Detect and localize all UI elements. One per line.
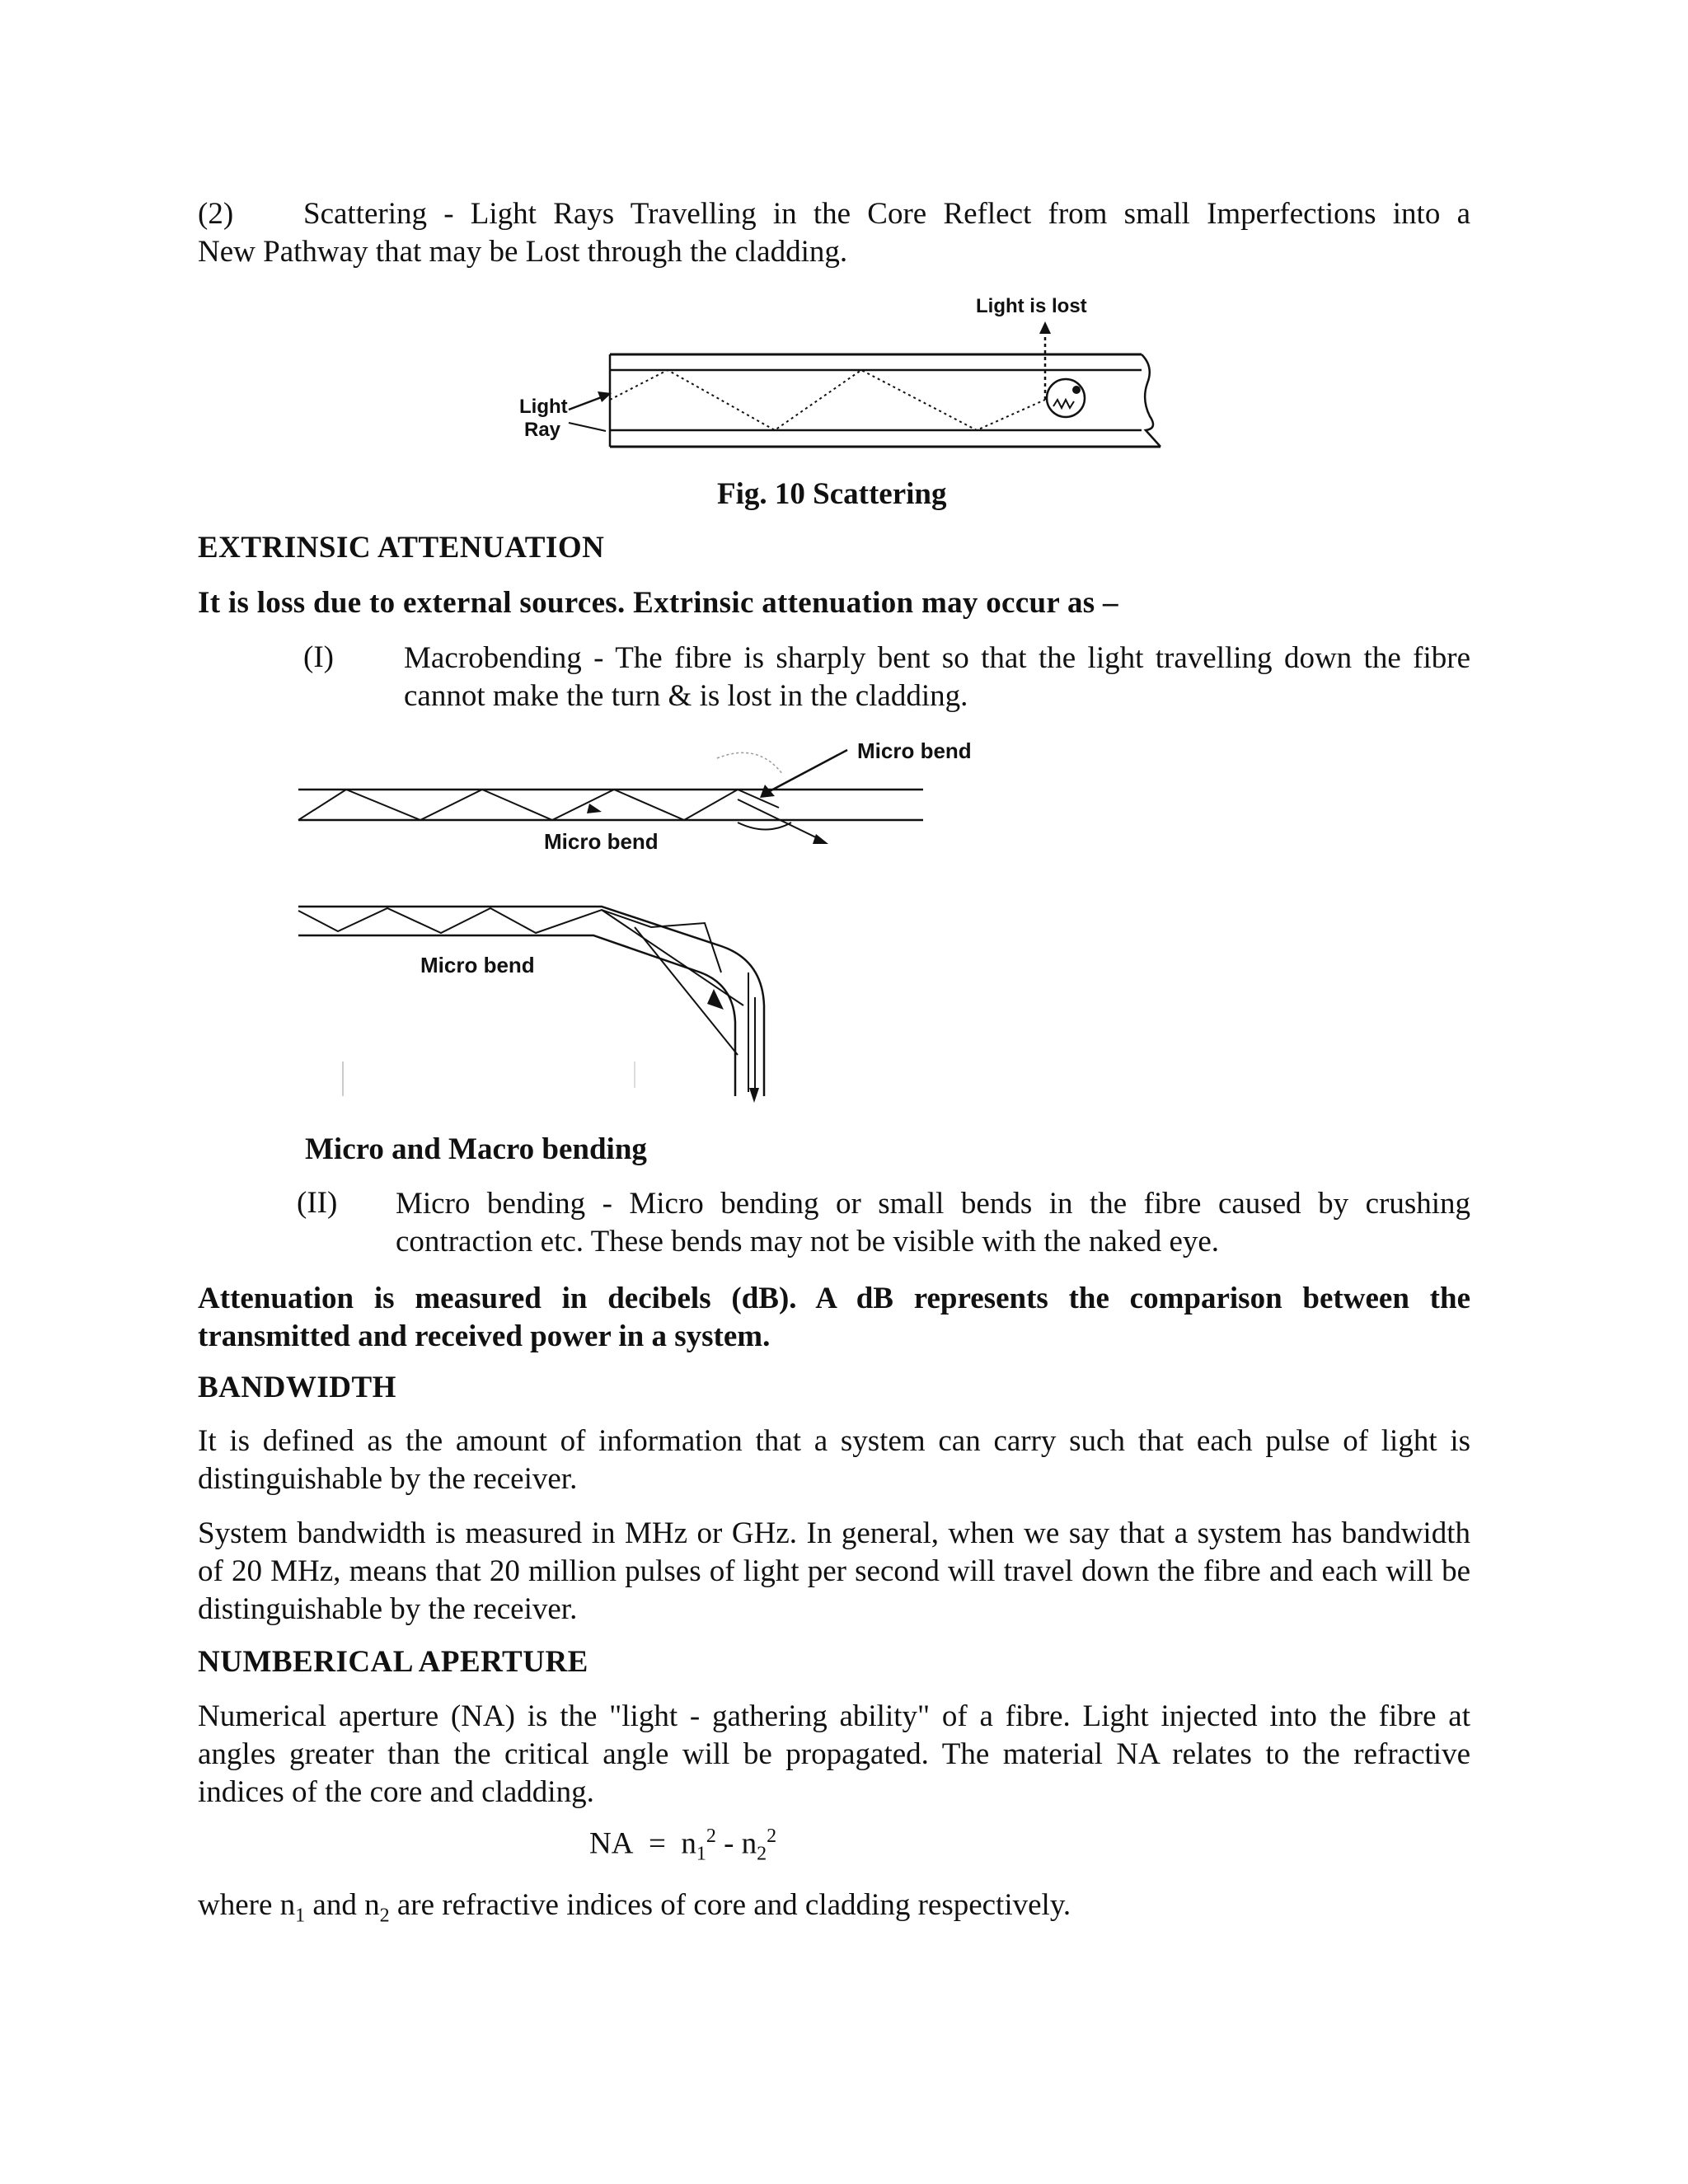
bandwidth-p1: It is defined as the amount of information that a system can carry such that each pulse of light is distinguishable by the receiver. [198,1424,1470,1496]
bandwidth-p2: System bandwidth is measured in MHz or GHz. In general, when we say that a system has bandwidth of 20 MHz, means that 20 million pulses of light per second will travel down the fibre and each will be distinguishable by the receiver. [198,1516,1470,1626]
micro-arrowhead-1 [587,804,602,813]
micro-exit-arrowhead [813,834,828,844]
scattering-text-line1: Scattering - Light Rays Travelling in the Core Reflect from small Imperfections into a [303,197,1470,231]
light-is-lost-label: Light is lost [976,295,1087,317]
extrinsic-intro: It is loss due to external sources. Extrinsic attenuation may occur as – [198,586,1118,620]
na-formula-sup1: 2 [706,1825,716,1847]
bending-caption: Micro and Macro bending [305,1132,647,1166]
light-ray-path [610,370,1045,430]
na-formula-sup2: 2 [767,1825,777,1847]
aperture-heading: NUMBERICAL APERTURE [198,1645,588,1679]
micro-bend-label-mid: Micro bend [544,829,659,854]
bandwidth-heading: BANDWIDTH [198,1371,396,1404]
item2-text: Micro bending - Micro bending or small bends in the fibre caused by crushing contraction etc. These bends may not be visible with the naked eye. [396,1187,1470,1258]
na-formula-sub2: 2 [757,1843,767,1865]
light-ray-label-1: Light [519,396,568,418]
na-formula-eq: = [648,1826,666,1861]
na-formula-n1: n [681,1826,696,1861]
where-sub2: 2 [379,1905,390,1927]
na-formula [589,1825,776,1866]
na-formula-minus: - [724,1826,734,1861]
na-formula-sub1: 1 [696,1843,706,1865]
micro-bend-lower-arc [738,823,791,830]
item1-label: (I) [303,640,334,674]
where-part2: and n [305,1888,380,1922]
aperture-p1: Numerical aperture (NA) is the "light - gathering ability" of a fibre. Light injected into the fibre at angles greater than the critical angle will be propagated. The material NA relates to the refractive indices of the core and cladding. [198,1699,1470,1809]
light-ray-label-2: Ray [524,419,561,441]
micro-bend-label-low: Micro bend [420,953,535,977]
fibre-broken-end [1142,354,1160,447]
na-formula-lhs: NA [589,1826,634,1861]
where-line [198,1887,1071,1927]
attenuation-note: Attenuation is measured in decibels (dB). A dB represents the comparison between the transmitted and received power in a system. [198,1282,1470,1353]
macro-exit-ray-1 [602,910,743,1005]
micro-label-pointer [767,750,847,793]
imperfection-dot [1072,386,1081,394]
bending-diagram [288,725,1014,1104]
na-formula-n2: n [741,1826,757,1861]
scattering-diagram [495,284,1170,474]
macro-arrowhead-1 [707,989,724,1010]
imperfection-squiggle [1053,400,1074,408]
macro-arrowhead-2 [749,1088,759,1103]
extrinsic-heading: EXTRINSIC ATTENUATION [198,531,605,565]
scattering-number: (2) [198,197,234,231]
micro-fibre-zigzag [298,790,779,820]
lost-light-arrowhead [1039,321,1051,334]
micro-bend-upper-dotted [717,752,783,775]
light-ray-tick [569,423,606,431]
where-part3: are refractive indices of core and cladding respectively. [389,1888,1071,1922]
micro-label-pointer-head [760,785,775,798]
where-part1: where n [198,1888,296,1922]
item2-label: (II) [297,1186,338,1220]
scattering-text-line2: New Pathway that may be Lost through the cladding. [198,235,848,269]
where-sub1: 1 [295,1905,306,1927]
micro-bend-label-top: Micro bend [857,738,972,763]
item1-text: Macrobending - The fibre is sharply bent so that the light travelling down the fibre cannot make the turn & is lost in the cladding. [404,641,1470,713]
fig10-caption: Fig. 10 Scattering [717,477,947,511]
